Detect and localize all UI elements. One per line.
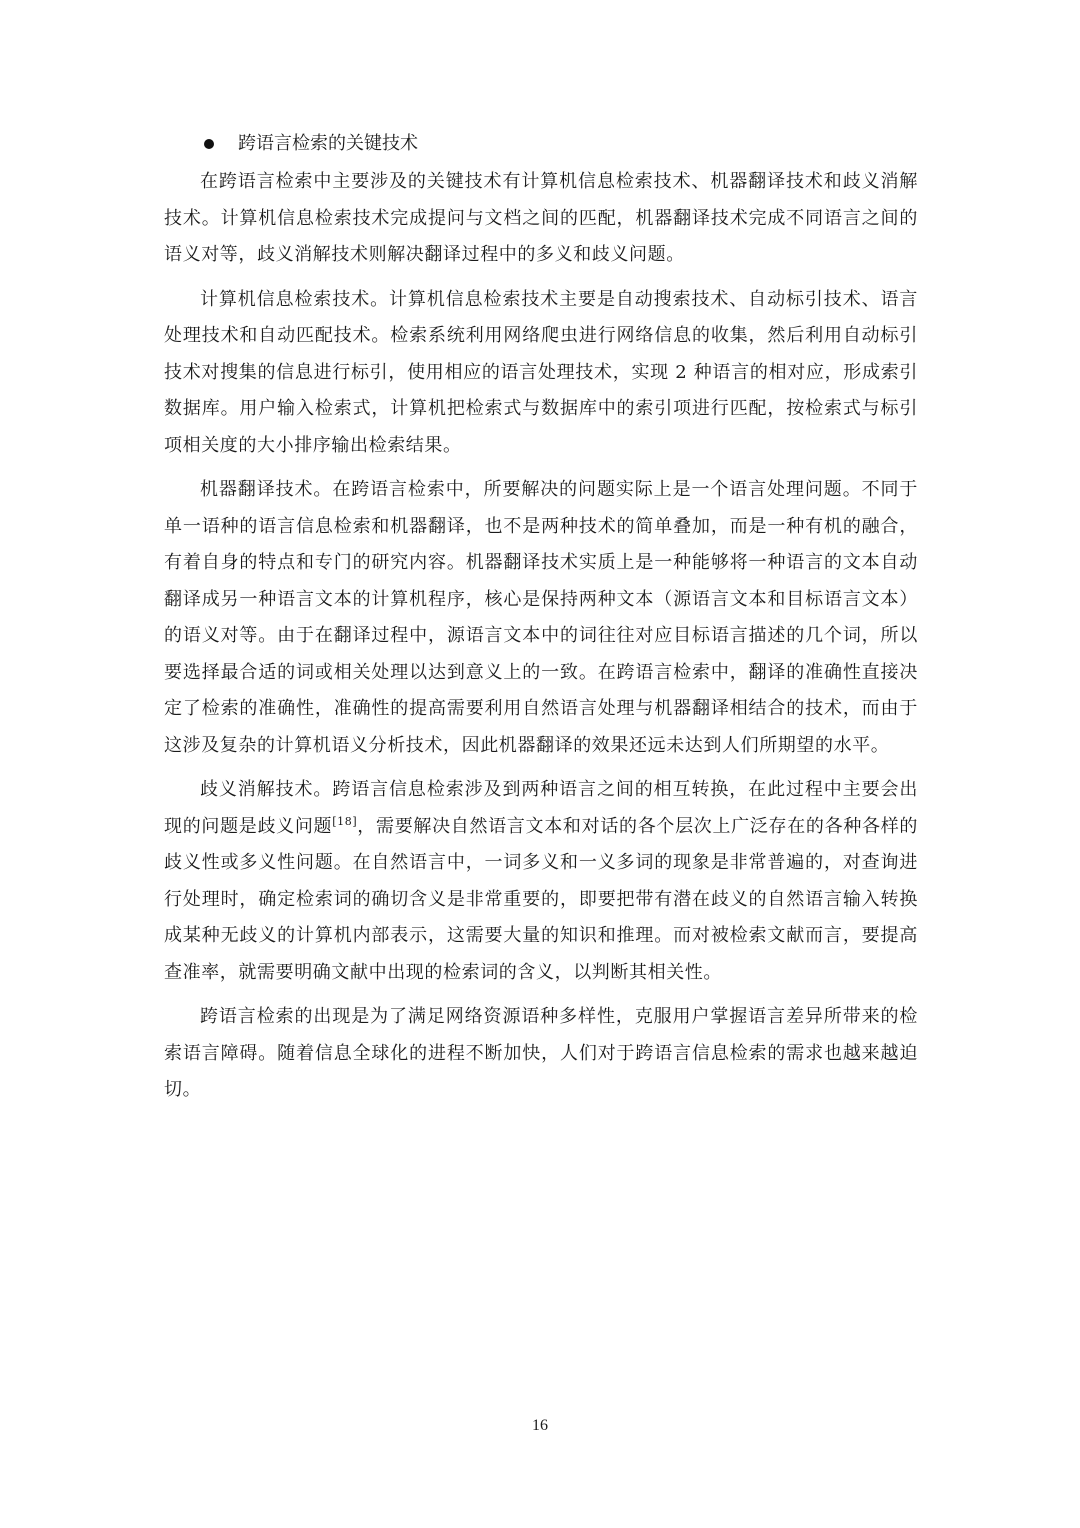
- citation-reference: [18]: [332, 814, 358, 828]
- paragraph-machine-translation: 机器翻译技术。在跨语言检索中，所要解决的问题实际上是一个语言处理问题。不同于单一语种的语言信息检索和机器翻译，也不是两种技术的简单叠加，而是一种有机的融合，有着自身的特点和专门的研究内容。机器翻译技术实质上是一种能够将一种语言的文本自动翻译成另一种语言文本的计算机程序，核心是保持两种文本（源语言文本和目标语言文本）的语义对等。由于在翻译过程中，源语言文本中的词往往对应目标语言描述的几个词，所以要选择最合适的词或相关处理以达到意义上的一致。在跨语言检索中，翻译的准确性直接决定了检索的准确性，准确性的提高需要利用自然语言处理与机器翻译相结合的技术，而由于这涉及复杂的计算机语义分析技术，因此机器翻译的效果还远未达到人们所期望的水平。: [164, 479, 918, 756]
- paragraph-disambiguation-text-after: ，需要解决自然语言文本和对话的各个层次上广泛存在的各种各样的歧义性或多义性问题。在自然语言中，一词多义和一义多词的现象是非常普遍的，对查询进行处理时，确定检索词的确切含义是非常重要的，即要把带有潜在歧义的自然语言输入转换成某种无歧义的计算机内部表示，这需要大量的知识和推理。而对被检索文献而言，要提高查准率，就需要明确文献中出现的检索词的含义，以判断其相关性。: [164, 815, 918, 983]
- paragraph-disambiguation-text-before: 歧义消解技术。跨语言信息检索涉及到两种语言之间的相互转换，在此过程中主要会出现的问题是歧义问题: [164, 779, 918, 837]
- paragraph-conclusion: 跨语言检索的出现是为了满足网络资源语种多样性，克服用户掌握语言差异所带来的检索语言障碍。随着信息全球化的进程不断加快，人们对于跨语言信息检索的需求也越来越迫切。: [164, 1006, 918, 1100]
- paragraph-information-retrieval: 计算机信息检索技术。计算机信息检索技术主要是自动搜索技术、自动标引技术、语言处理技术和自动匹配技术。检索系统利用网络爬虫进行网络信息的收集，然后利用自动标引技术对搜集的信息进行标引，使用相应的语言处理技术，实现 2 种语言的相对应，形成索引数据库。用户输入检索式，计算机把检索式与数据库中的索引项进行匹配，按检索式与标引项相关度的大小排序输出检索结果。: [164, 288, 918, 456]
- paragraph-disambiguation: [164, 772, 918, 991]
- paragraph-intro: 在跨语言检索中主要涉及的关键技术有计算机信息检索技术、机器翻译技术和歧义消解技术。计算机信息检索技术完成提问与文档之间的匹配，机器翻译技术完成不同语言之间的语义对等，歧义消解技术则解决翻译过程中的多义和歧义问题。: [164, 171, 918, 265]
- page-content: [164, 126, 918, 1117]
- section-heading: [164, 126, 918, 162]
- page-number: 16: [532, 1417, 548, 1434]
- section-heading-text: 跨语言检索的关键技术: [238, 133, 418, 154]
- bullet-icon: [204, 139, 214, 149]
